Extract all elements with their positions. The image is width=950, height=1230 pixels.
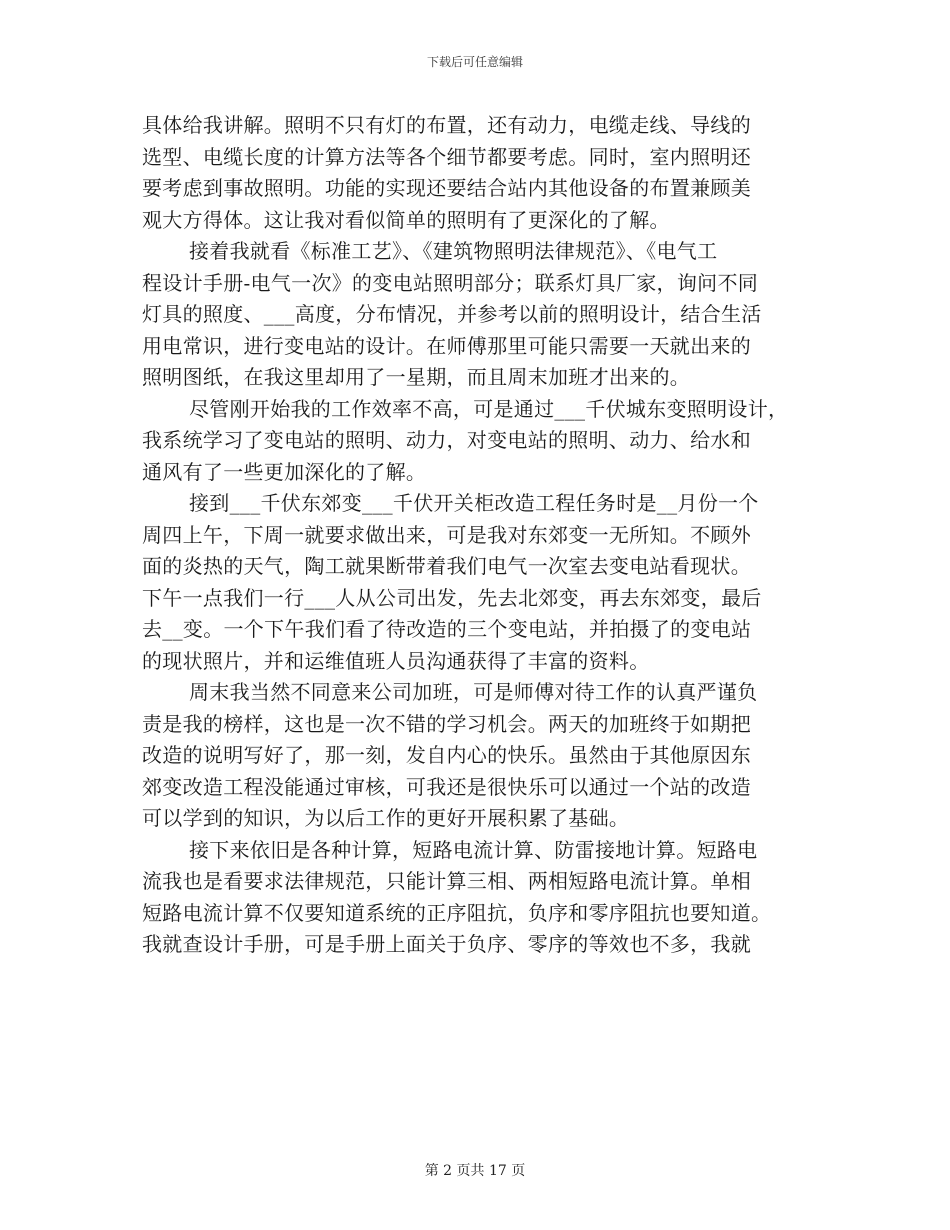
text-line: 流我也是看要求法律规范，只能计算三相、两相短路电流计算。单相 xyxy=(142,869,751,893)
text-line: 观大方得体。这让我对看似简单的照明有了更深化的了解。 xyxy=(142,207,670,232)
text-line: 具体给我讲解。照明不只有灯的布置，还有动力，电缆走线、导线的 xyxy=(142,113,751,137)
paragraph xyxy=(142,236,822,394)
text-line: 我系统学习了变电站的照明、动力，对变电站的照明、动力、给水和 xyxy=(142,428,751,452)
document-body xyxy=(142,110,822,961)
text-line: 我就查设计手册，可是手册上面关于负序、零序的等效也不多，我就 xyxy=(142,932,751,956)
text-line: 的现状照片，并和运维值班人员沟通获得了丰富的资料。 xyxy=(142,648,650,673)
page-footer: 第 2 页共 17 页 xyxy=(424,1163,526,1179)
text-line: 接到___千伏东郊变___千伏开关柜改造工程任务时是__月份一个 xyxy=(189,491,759,515)
text-line: 去__变。一个下午我们看了待改造的三个变电站，并拍摄了的变电站 xyxy=(142,617,752,641)
text-line: 接下来依旧是各种计算，短路电流计算、防雷接地计算。短路电 xyxy=(189,837,758,862)
paragraph xyxy=(142,677,822,835)
text-line: 改造的说明写好了，那一刻，发自内心的快乐。虽然由于其他原因东 xyxy=(142,743,751,767)
text-line: 通风有了一些更加深化的了解。 xyxy=(142,459,427,484)
text-line: 尽管刚开始我的工作效率不高，可是通过___千伏城东变照明设计， xyxy=(189,396,789,421)
paragraph xyxy=(142,394,822,489)
text-line: 用电常识，进行变电站的设计。在师傅那里可能只需要一天就出来的 xyxy=(142,333,751,358)
text-line: 面的炎热的天气，陶工就果断带着我们电气一次室去变电站看现状。 xyxy=(142,554,751,578)
text-line: 接着我就看《标准工艺》、《建筑物照明法律规范》、《电气工 xyxy=(189,239,718,263)
text-line: 周末我当然不同意来公司加班，可是师傅对待工作的认真严谨负 xyxy=(189,680,758,704)
paragraph xyxy=(142,488,822,677)
text-line: 程设计手册-电气一次》的变电站照明部分；联系灯具厂家，询问不同 xyxy=(142,270,759,295)
text-line: 周四上午，下周一就要求做出来，可是我对东郊变一无所知。不顾外 xyxy=(142,522,751,547)
text-line: 选型、电缆长度的计算方法等各个细节都要考虑。同时，室内照明还 xyxy=(142,144,751,169)
text-line: 短路电流计算不仅要知道系统的正序阻抗，负序和零序阻抗也要知道。 xyxy=(142,900,772,925)
text-line: 照明图纸，在我这里却用了一星期，而且周末加班才出来的。 xyxy=(142,365,691,389)
text-line: 要考虑到事故照明。功能的实现还要结合站内其他设备的布置兼顾美 xyxy=(142,176,751,200)
page-header: 下载后可任意编辑 xyxy=(426,55,523,69)
text-line: 责是我的榜样，这也是一次不错的学习机会。两天的加班终于如期把 xyxy=(142,711,751,736)
text-line: 下午一点我们一行___人从公司出发，先去北郊变，再去东郊变，最后 xyxy=(142,585,762,610)
text-line: 可以学到的知识，为以后工作的更好开展积累了基础。 xyxy=(142,806,630,830)
text-line: 郊变改造工程没能通过审核，可我还是很快乐可以通过一个站的改造 xyxy=(142,774,751,799)
text-line: 灯具的照度、___高度，分布情况，并参考以前的照明设计，结合生活 xyxy=(142,302,762,326)
paragraph xyxy=(142,110,822,236)
paragraph xyxy=(142,835,822,961)
